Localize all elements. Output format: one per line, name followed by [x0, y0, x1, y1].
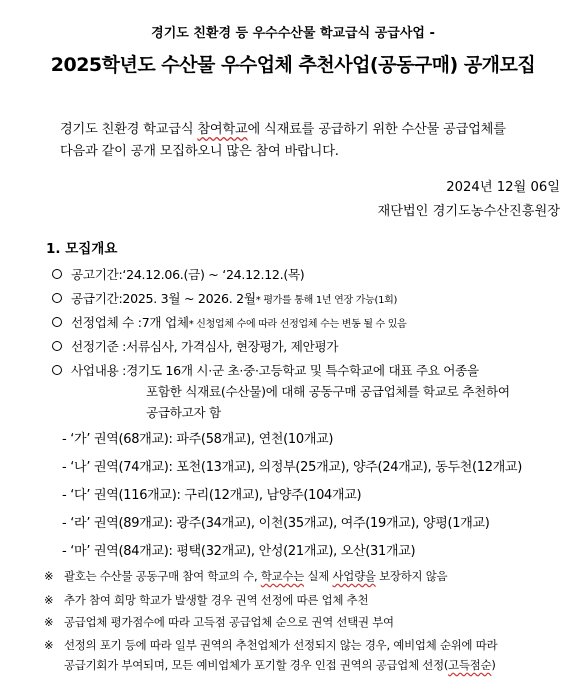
- region-item: - ‘나’ 권역(74개교): 포천(13개교), 의정부(25개교), 양주(24개교), 동두천(12개교): [62, 460, 522, 475]
- overview-item-criteria: 선정기준 : 서류심사, 가격심사, 현장평가, 제안평가: [52, 336, 338, 355]
- page-title: 2025학년도 수산물 우수업체 추천사업(공동구매) 공개모집: [50, 54, 536, 76]
- overview-item-content: 사업내용 : 경기도 16개 시·군 초·중·고등학교 및 특수학교에 대표 주요 어종을: [52, 360, 479, 379]
- circle-bullet-icon: [52, 269, 62, 279]
- overview-item-supply-period: 공급기간: 2025. 3월 ~ 2026. 2월 * 평가를 통해 1년 연장 가능(1회): [52, 288, 397, 307]
- announcement-date: 2024년 12월 06일: [446, 180, 560, 195]
- note-item: ※ 추가 참여 희망 학교가 발생할 경우 권역 선정에 따른 업체 추천: [44, 593, 369, 607]
- overview-item-notice-period: 공고기간: ‘24.12.06.(금) ~ ‘24.12.12.(목): [52, 264, 304, 283]
- circle-bullet-icon: [52, 365, 62, 375]
- issuing-organization: 재단법인 경기도농수산진흥원장: [377, 204, 560, 219]
- intro-line-1: 경기도 친환경 학교급식 참여학교에 식재료를 공급하기 위한 수산물 공급업체를: [60, 122, 506, 137]
- content-line-3: 공급하고자 함: [146, 405, 221, 420]
- note-continuation: 공급기회가 부여되며, 모든 예비업체가 포기할 경우 인접 권역의 공급업체 선정(고득점순): [64, 658, 496, 672]
- circle-bullet-icon: [52, 317, 62, 327]
- region-item: - ‘마’ 권역(84개교): 평택(32개교), 안성(21개교), 오산(31개교): [62, 544, 416, 559]
- region-item: - ‘가’ 권역(68개교): 파주(58개교), 연천(10개교): [62, 432, 334, 447]
- section-heading: 1. 모집개요: [46, 241, 118, 257]
- note-item: ※ 괄호는 수산물 공동구매 참여 학교의 수, 학교수는 실제 사업량을 보장하지 않음: [44, 569, 448, 583]
- region-item: - ‘다’ 권역(116개교): 구리(12개교), 남양주(104개교): [62, 488, 362, 503]
- note-item: ※ 공급업체 평가점수에 따라 고득점 공급업체 순으로 권역 선택권 부여: [44, 615, 394, 629]
- region-item: - ‘라’ 권역(89개교): 광주(34개교), 이천(35개교), 여주(19개교), 양평(1개교): [62, 516, 490, 531]
- page-subtitle: 경기도 친환경 등 우수수산물 학교급식 공급사업 -: [151, 26, 435, 41]
- circle-bullet-icon: [52, 293, 62, 303]
- note-item: ※ 선정의 포기 등에 따라 일부 권역의 추천업체가 선정되지 않는 경우, 예비업체 순위에 따라: [44, 638, 498, 652]
- circle-bullet-icon: [52, 341, 62, 351]
- intro-line-2: 다음과 같이 공개 모집하오니 많은 참여 바랍니다.: [60, 144, 339, 159]
- overview-item-selected-count: 선정업체 수 : 7개 업체 * 신청업체 수에 따라 선정업체 수는 변동 될 수 있음: [52, 312, 407, 331]
- content-line-2: 포함한 식재료(수산물)에 대해 공동구매 공급업체를 학교로 추천하여: [146, 384, 510, 399]
